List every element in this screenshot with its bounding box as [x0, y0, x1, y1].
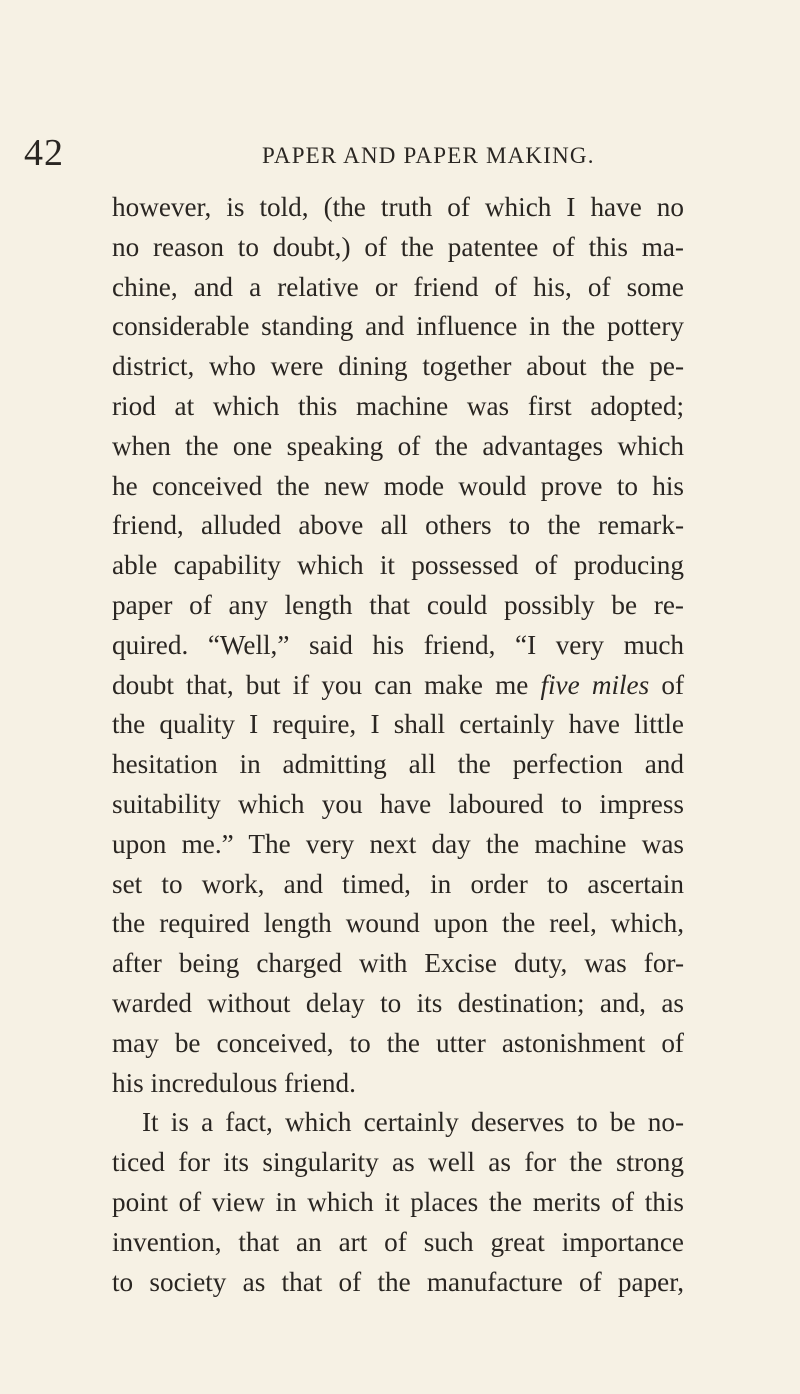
text-line-21: warded without delay to its destination; and, as: [112, 987, 684, 1018]
text-line-22: may be conceived, to the utter astonishment of: [112, 1027, 684, 1058]
text-line-13-after: of: [649, 669, 684, 700]
text-line-15: hesitation in admitting all the perfection and: [112, 749, 684, 780]
body-text: [112, 188, 684, 1302]
text-line-18: set to work, and timed, in order to ascertain: [112, 868, 684, 899]
text-line-14: the quality I require, I shall certainly have little: [112, 709, 684, 740]
text-line-26: point of view in which it places the merits of this: [112, 1186, 684, 1217]
text-line-13-before: doubt that, but if you can make me: [112, 669, 541, 700]
text-line-23: his incredulous friend.: [112, 1067, 356, 1098]
text-line-12: quired. “Well,” said his friend, “I very much: [112, 629, 684, 660]
text-line-27: invention, that an art of such great importance: [112, 1226, 684, 1257]
text-line-2: no reason to doubt,) of the patentee of this ma-: [112, 231, 684, 262]
text-line-16: suitability which you have laboured to impress: [112, 788, 684, 819]
text-line-17: upon me.” The very next day the machine was: [112, 828, 684, 859]
running-title: PAPER AND PAPER MAKING.: [262, 143, 595, 168]
text-line-6: riod at which this machine was first adopted;: [112, 390, 684, 421]
text-line-25: ticed for its singularity as well as for the strong: [112, 1147, 684, 1178]
running-head: [0, 128, 800, 178]
text-line-8: he conceived the new mode would prove to his: [112, 470, 684, 501]
text-line-24: It is a fact, which certainly deserves to be no-: [142, 1107, 684, 1138]
text-line-10: able capability which it possessed of producing: [112, 550, 684, 581]
text-line-11: paper of any length that could possibly be re-: [112, 589, 684, 620]
text-line-13: [112, 666, 684, 706]
text-line-20: after being charged with Excise duty, was for-: [112, 948, 684, 979]
text-line-9: friend, alluded above all others to the remark-: [112, 510, 684, 541]
page-number: 42: [24, 132, 64, 174]
text-line-19: the required length wound upon the reel, which,: [112, 908, 684, 939]
text-line-5: district, who were dining together about the pe-: [112, 351, 684, 382]
text-line-28: to society as that of the manufacture of paper,: [112, 1266, 684, 1297]
text-line-1: however, is told, (the truth of which I have no: [112, 192, 684, 222]
text-line-4: considerable standing and influence in the pottery: [112, 311, 684, 342]
text-line-3: chine, and a relative or friend of his, of some: [112, 271, 684, 302]
text-line-7: when the one speaking of the advantages which: [112, 430, 684, 461]
emphasis-five-miles: five miles: [540, 669, 650, 700]
